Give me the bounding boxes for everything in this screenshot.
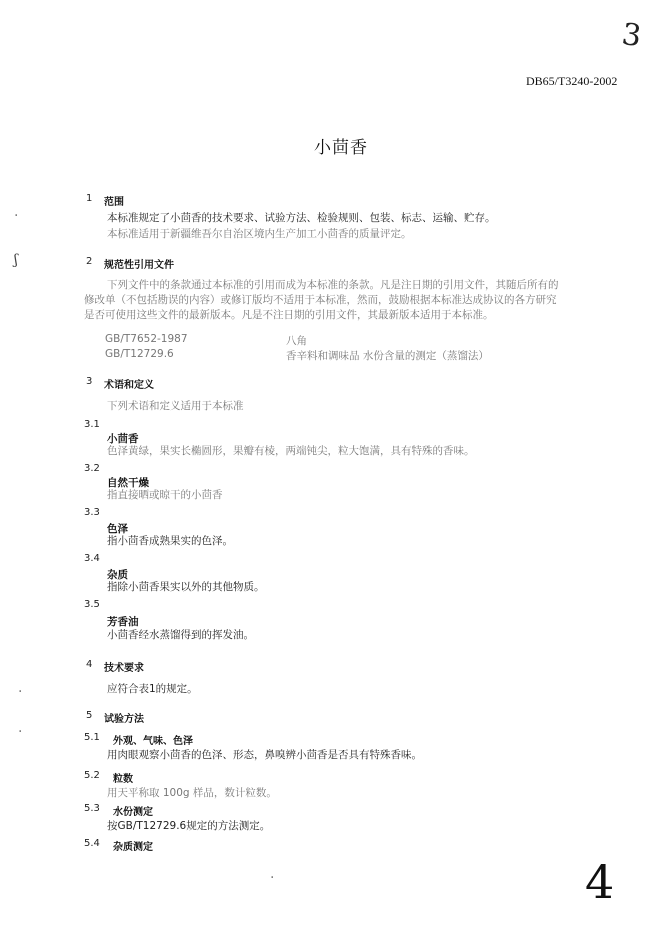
section-title: 规范性引用文件 [104, 260, 174, 271]
paragraph-line: 是否可使用这些文件的最新版本。凡是不注日期的引用文件，其最新版本适用于本标准。 [84, 309, 494, 321]
subsection-number: 5.1 [84, 732, 100, 743]
term-number: 3.1 [84, 419, 100, 430]
paragraph-line: 按GB/T12729.6规定的方法测定。 [107, 820, 271, 832]
reference-code: GB/T7652-1987 [105, 333, 188, 345]
term-title: 色泽 [107, 523, 128, 535]
document-code: DB65/T3240-2002 [526, 74, 618, 88]
handwritten-corner-number: 3 [619, 16, 644, 55]
paragraph-line: 本标准适用于新疆维吾尔自治区境内生产加工小茴香的质量评定。 [107, 228, 412, 240]
paragraph-line: 用天平称取 100g 样品，数计粒数。 [107, 787, 277, 799]
subsection-title: 外观、气味、色泽 [113, 736, 193, 747]
subsection-title: 水份测定 [113, 807, 153, 818]
reference-name: 香辛料和调味品 水份含量的测定（蒸馏法） [286, 350, 489, 362]
term-definition: 指小茴香成熟果实的色泽。 [107, 535, 233, 547]
section-number: 5 [86, 710, 93, 721]
subsection-number: 5.2 [84, 770, 100, 781]
term-number: 3.4 [84, 553, 100, 564]
handwritten-page-number: 4 [585, 855, 615, 909]
document-title: 小茴香 [314, 138, 368, 158]
section-number: 4 [86, 659, 93, 670]
section-number: 2 [86, 256, 93, 267]
paragraph-line: 修改单（不包括勘误的内容）或修订版均不适用于本标准，然而，鼓励根据本标准达成协议的各方研究 [84, 294, 557, 306]
term-definition: 指除小茴香果实以外的其他物质。 [107, 581, 265, 593]
paragraph-line: 应符合表1的规定。 [107, 683, 198, 695]
subsection-title: 粒数 [113, 774, 133, 785]
term-number: 3.2 [84, 463, 100, 474]
section-title: 范围 [104, 197, 124, 208]
paragraph-line: 下列术语和定义适用于本标准 [107, 400, 244, 412]
margin-mark: · [14, 208, 19, 224]
term-title: 芳香油 [107, 616, 139, 628]
reference-name: 八角 [286, 335, 307, 347]
subsection-number: 5.4 [84, 838, 100, 849]
paragraph-line: 下列文件中的条款通过本标准的引用而成为本标准的条款。凡是注日期的引用文件，其随后所有的 [107, 279, 559, 291]
reference-code: GB/T12729.6 [105, 348, 174, 360]
paragraph-line: 本标准规定了小茴香的技术要求、试验方法、检验规则、包装、标志、运输、贮存。 [107, 212, 496, 224]
paragraph-line: 用肉眼观察小茴香的色泽、形态，鼻嗅辨小茴香是否具有特殊香味。 [107, 749, 422, 761]
section-title: 试验方法 [104, 714, 144, 725]
section-title: 技术要求 [104, 663, 144, 674]
term-definition: 色泽黄绿，果实长椭圆形，果瓣有棱，两端钝尖，粒大饱满，具有特殊的香味。 [107, 445, 475, 457]
subsection-title: 杂质测定 [113, 842, 153, 853]
term-title: 杂质 [107, 569, 128, 581]
term-definition: 指直接晒或晾干的小茴香 [107, 489, 223, 501]
margin-mark: · [18, 684, 23, 700]
margin-mark: ʃ [14, 252, 18, 268]
margin-mark: · [18, 724, 23, 740]
section-number: 3 [86, 376, 93, 387]
scan-speck: · [270, 870, 275, 886]
term-definition: 小茴香经水蒸馏得到的挥发油。 [107, 629, 254, 641]
subsection-number: 5.3 [84, 803, 100, 814]
section-number: 1 [86, 193, 93, 204]
section-title: 术语和定义 [104, 380, 154, 391]
term-number: 3.5 [84, 599, 100, 610]
term-number: 3.3 [84, 507, 100, 518]
term-title: 自然干燥 [107, 477, 149, 489]
term-title: 小茴香 [107, 433, 139, 445]
